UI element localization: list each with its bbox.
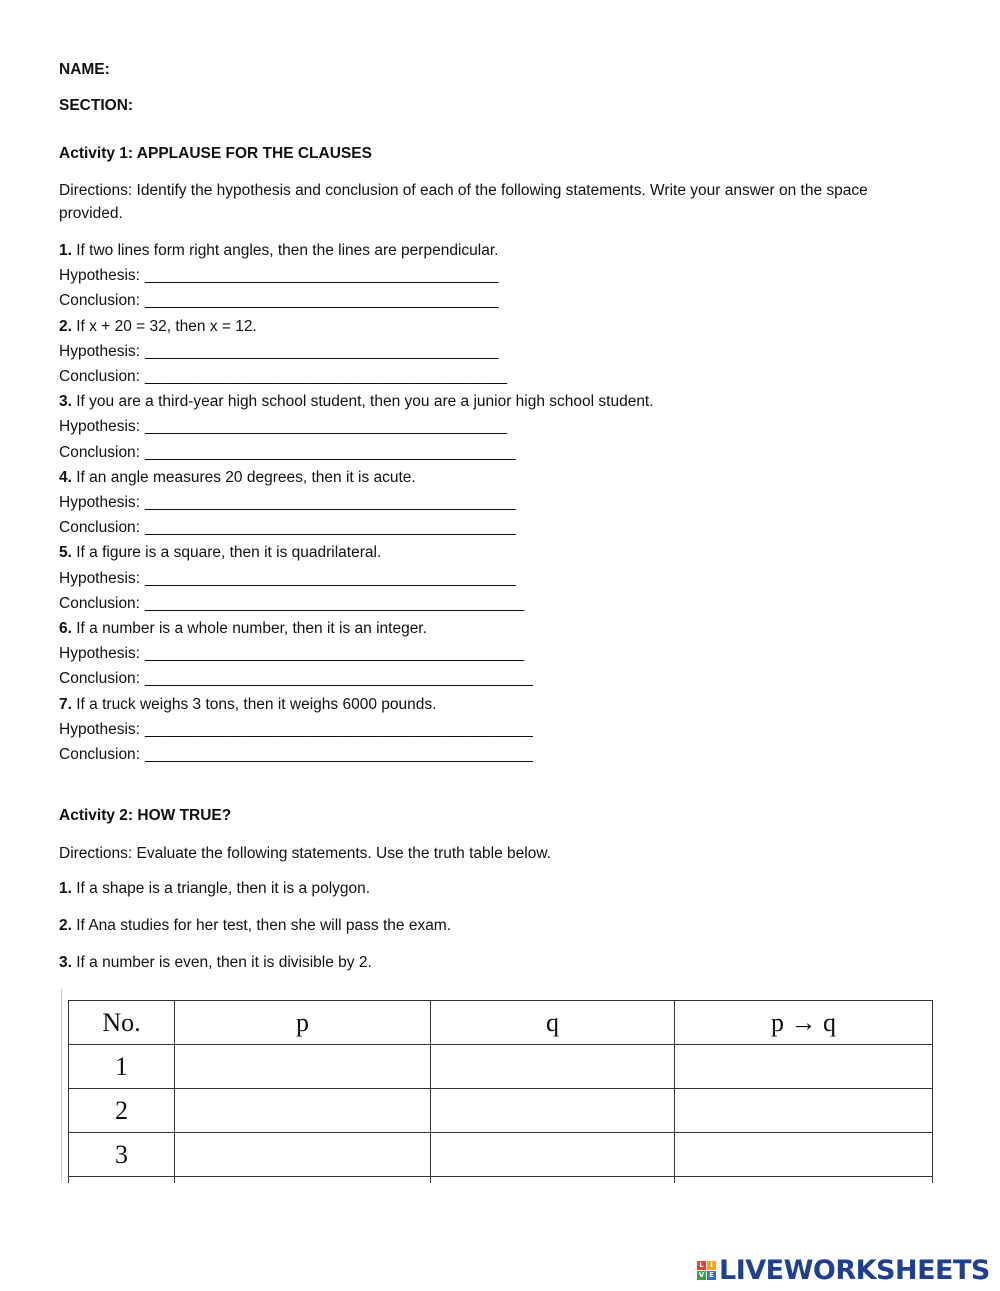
hypothesis-row [59, 570, 516, 588]
hypothesis-row [59, 343, 498, 361]
header-q: q [431, 1001, 675, 1045]
table-row [69, 1089, 933, 1133]
conclusion-answer-blank[interactable]: _____________________________________________ [145, 670, 533, 688]
activity1-statement [59, 544, 381, 562]
logo-text: LIVEWORKSHEETS [719, 1254, 990, 1286]
item-number: 6. [59, 620, 72, 637]
item-statement: If a truck weighs 3 tons, then it weighs 6000 pounds. [76, 695, 437, 713]
conclusion-answer-blank[interactable]: _____________________________________________ [145, 746, 533, 763]
table-row [69, 1045, 933, 1089]
table-row [69, 1133, 933, 1177]
row-number: 3 [69, 1133, 175, 1177]
cell-q[interactable] [431, 1089, 675, 1133]
cell-q[interactable] [431, 1045, 675, 1089]
header-p: p [175, 1001, 431, 1045]
hypothesis-answer-blank[interactable]: _________________________________________ [144, 342, 499, 360]
cell-q[interactable] [431, 1133, 675, 1177]
truth-table [68, 1000, 933, 1183]
item-statement: If you are a third-year high school student, then you are a junior high school student. [76, 393, 654, 411]
activity2-title: Activity 2: HOW TRUE? [59, 807, 232, 824]
activity1-statement [59, 696, 436, 714]
activity1-directions-line1: Directions: Identify the hypothesis and conclusion of each of the following statements. Write your answer on the space [59, 182, 868, 199]
activity2-item [59, 880, 370, 898]
activity1-statement [59, 620, 427, 638]
item-number: 5. [59, 544, 72, 562]
liveworksheets-logo [697, 1254, 990, 1286]
conclusion-label: Conclusion: [59, 594, 140, 612]
hypothesis-row [59, 267, 498, 285]
cell-p[interactable] [175, 1133, 431, 1177]
hypothesis-row [59, 418, 507, 436]
logo-mark-tile: L [697, 1261, 706, 1270]
hypothesis-label: Hypothesis: [59, 569, 140, 587]
conclusion-row [59, 746, 533, 764]
item-number: 3. [59, 954, 72, 971]
conclusion-label: Conclusion: [59, 368, 140, 385]
activity1-statement [59, 318, 257, 336]
activity2-item [59, 954, 372, 972]
hypothesis-row [59, 645, 524, 663]
activity1-statement [59, 242, 498, 260]
cell-p-implies-q[interactable] [675, 1133, 933, 1177]
conclusion-answer-blank[interactable]: ___________________________________________ [145, 443, 516, 461]
hypothesis-answer-blank[interactable]: _________________________________________ [144, 267, 499, 285]
conclusion-answer-blank[interactable]: _________________________________________ [145, 292, 499, 310]
conclusion-row [59, 519, 516, 537]
hypothesis-answer-blank[interactable]: __________________________________________ [144, 418, 508, 436]
item-statement: If two lines form right angles, then the lines are perpendicular. [76, 242, 499, 259]
header-no: No. [69, 1001, 175, 1045]
conclusion-row [59, 444, 516, 462]
item-number: 4. [59, 468, 72, 486]
item-statement: If a number is even, then it is divisible by 2. [76, 954, 372, 971]
item-statement: If x + 20 = 32, then x = 12. [76, 317, 257, 335]
logo-mark-tile: E [707, 1271, 716, 1280]
hypothesis-label: Hypothesis: [59, 720, 140, 738]
hypothesis-answer-blank[interactable]: _____________________________________________ [144, 720, 533, 738]
conclusion-label: Conclusion: [59, 670, 140, 688]
conclusion-answer-blank[interactable]: ____________________________________________ [145, 594, 525, 612]
cell-p[interactable] [175, 1089, 431, 1133]
hypothesis-label: Hypothesis: [59, 267, 140, 285]
hypothesis-label: Hypothesis: [59, 645, 140, 663]
row-number: 1 [69, 1045, 175, 1089]
hypothesis-label: Hypothesis: [59, 494, 140, 511]
conclusion-row [59, 292, 498, 310]
item-number: 1. [59, 242, 72, 259]
conclusion-label: Conclusion: [59, 292, 140, 310]
item-statement: If an angle measures 20 degrees, then it is acute. [76, 468, 416, 486]
conclusion-answer-blank[interactable]: ___________________________________________ [145, 519, 516, 537]
hypothesis-answer-blank[interactable]: ___________________________________________ [144, 569, 516, 587]
hypothesis-row [59, 721, 533, 739]
logo-mark-tile: V [698, 1271, 705, 1279]
item-statement: If a shape is a triangle, then it is a polygon. [76, 880, 371, 897]
logo-mark-icon [697, 1261, 716, 1280]
item-number: 1. [59, 880, 72, 897]
item-number: 3. [59, 393, 72, 411]
hypothesis-answer-blank[interactable]: ____________________________________________ [144, 645, 525, 663]
table-header-row [69, 1001, 933, 1045]
table-row-cut [69, 1177, 933, 1184]
cell-p[interactable] [175, 1045, 431, 1089]
conclusion-row [59, 670, 533, 688]
hypothesis-answer-blank[interactable]: ___________________________________________ [144, 494, 516, 511]
activity1-directions-line2: provided. [59, 205, 123, 222]
activity2-item [59, 917, 451, 935]
activity1-statement [59, 469, 416, 487]
cell-p-implies-q[interactable] [675, 1089, 933, 1133]
conclusion-row [59, 368, 507, 386]
header-p-implies-q: p → q [675, 1001, 933, 1045]
item-statement: If a figure is a square, then it is quadrilateral. [76, 544, 382, 562]
item-number: 2. [59, 917, 72, 934]
conclusion-label: Conclusion: [59, 443, 140, 461]
hypothesis-label: Hypothesis: [59, 418, 140, 436]
item-number: 2. [59, 317, 72, 335]
conclusion-label: Conclusion: [59, 746, 140, 763]
hypothesis-label: Hypothesis: [59, 342, 140, 360]
section-label: SECTION: [59, 97, 134, 114]
conclusion-label: Conclusion: [59, 519, 140, 537]
conclusion-answer-blank[interactable]: __________________________________________ [145, 368, 508, 385]
activity1-title: Activity 1: APPLAUSE FOR THE CLAUSES [59, 145, 372, 162]
hypothesis-row [59, 494, 516, 512]
cell-p-implies-q[interactable] [675, 1045, 933, 1089]
name-label: NAME: [59, 61, 110, 78]
item-statement: If a number is a whole number, then it is an integer. [76, 620, 427, 637]
item-statement: If Ana studies for her test, then she will pass the exam. [76, 917, 452, 934]
activity1-statement [59, 393, 654, 411]
item-number: 7. [59, 695, 72, 713]
activity2-directions: Directions: Evaluate the following statements. Use the truth table below. [59, 845, 551, 862]
logo-mark-tile: I [707, 1261, 716, 1270]
row-number: 2 [69, 1089, 175, 1133]
conclusion-row [59, 595, 524, 613]
